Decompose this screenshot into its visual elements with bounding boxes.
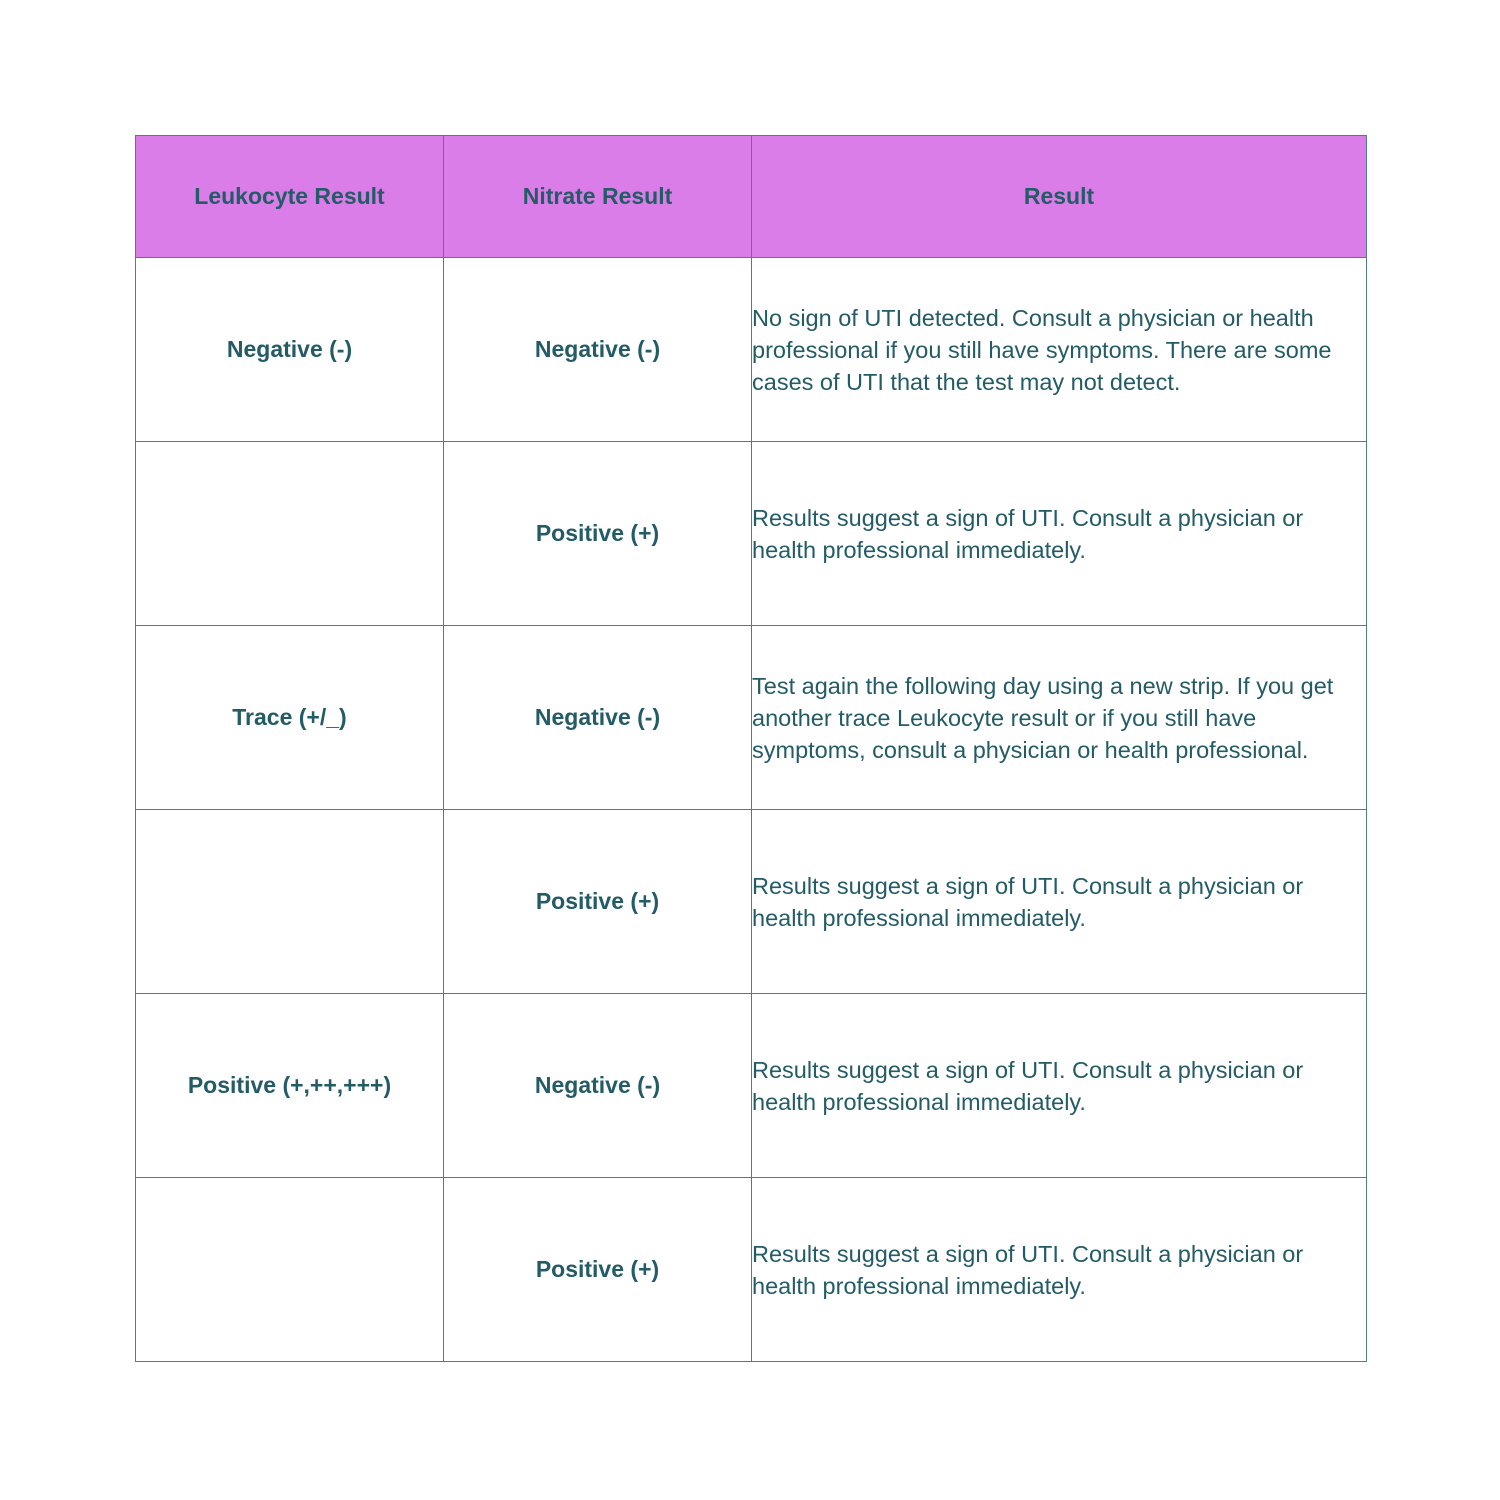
table-body — [136, 258, 1367, 1362]
table-row — [136, 442, 1367, 626]
table-row — [136, 810, 1367, 994]
result-text: No sign of UTI detected. Consult a physician or health professional if you still have symptoms. There are some cases of UTI that the test may not detect. — [752, 304, 1332, 395]
result-cell — [752, 626, 1367, 810]
header-nitrate-result: Nitrate Result — [444, 136, 752, 258]
result-cell — [752, 810, 1367, 994]
header-row — [136, 136, 1367, 258]
result-text: Results suggest a sign of UTI. Consult a physician or health professional immediately. — [752, 504, 1304, 563]
result-text: Results suggest a sign of UTI. Consult a physician or health professional immediately. — [752, 872, 1304, 931]
leukocyte-cell — [136, 1178, 444, 1362]
result-cell — [752, 442, 1367, 626]
table-row — [136, 258, 1367, 442]
header-result: Result — [752, 136, 1367, 258]
result-cell — [752, 994, 1367, 1178]
result-text: Test again the following day using a new strip. If you get another trace Leukocyte result or if you still have symptoms, consult a physician or health professional. — [752, 672, 1334, 763]
header-leukocyte-result: Leukocyte Result — [136, 136, 444, 258]
nitrate-cell: Positive (+) — [444, 810, 752, 994]
nitrate-cell: Negative (-) — [444, 626, 752, 810]
table-row — [136, 626, 1367, 810]
table-row — [136, 994, 1367, 1178]
table-row — [136, 1178, 1367, 1362]
result-text: Results suggest a sign of UTI. Consult a physician or health professional immediately. — [752, 1240, 1304, 1299]
leukocyte-cell: Positive (+,++,+++) — [136, 994, 444, 1178]
leukocyte-cell: Negative (-) — [136, 258, 444, 442]
result-cell — [752, 1178, 1367, 1362]
leukocyte-cell — [136, 442, 444, 626]
nitrate-cell: Negative (-) — [444, 258, 752, 442]
result-text: Results suggest a sign of UTI. Consult a physician or health professional immediately. — [752, 1056, 1304, 1115]
nitrate-cell: Positive (+) — [444, 1178, 752, 1362]
nitrate-cell: Negative (-) — [444, 994, 752, 1178]
result-cell — [752, 258, 1367, 442]
leukocyte-cell: Trace (+/_) — [136, 626, 444, 810]
leukocyte-cell — [136, 810, 444, 994]
table-header — [136, 136, 1367, 258]
uti-results-table — [135, 135, 1367, 1362]
nitrate-cell: Positive (+) — [444, 442, 752, 626]
